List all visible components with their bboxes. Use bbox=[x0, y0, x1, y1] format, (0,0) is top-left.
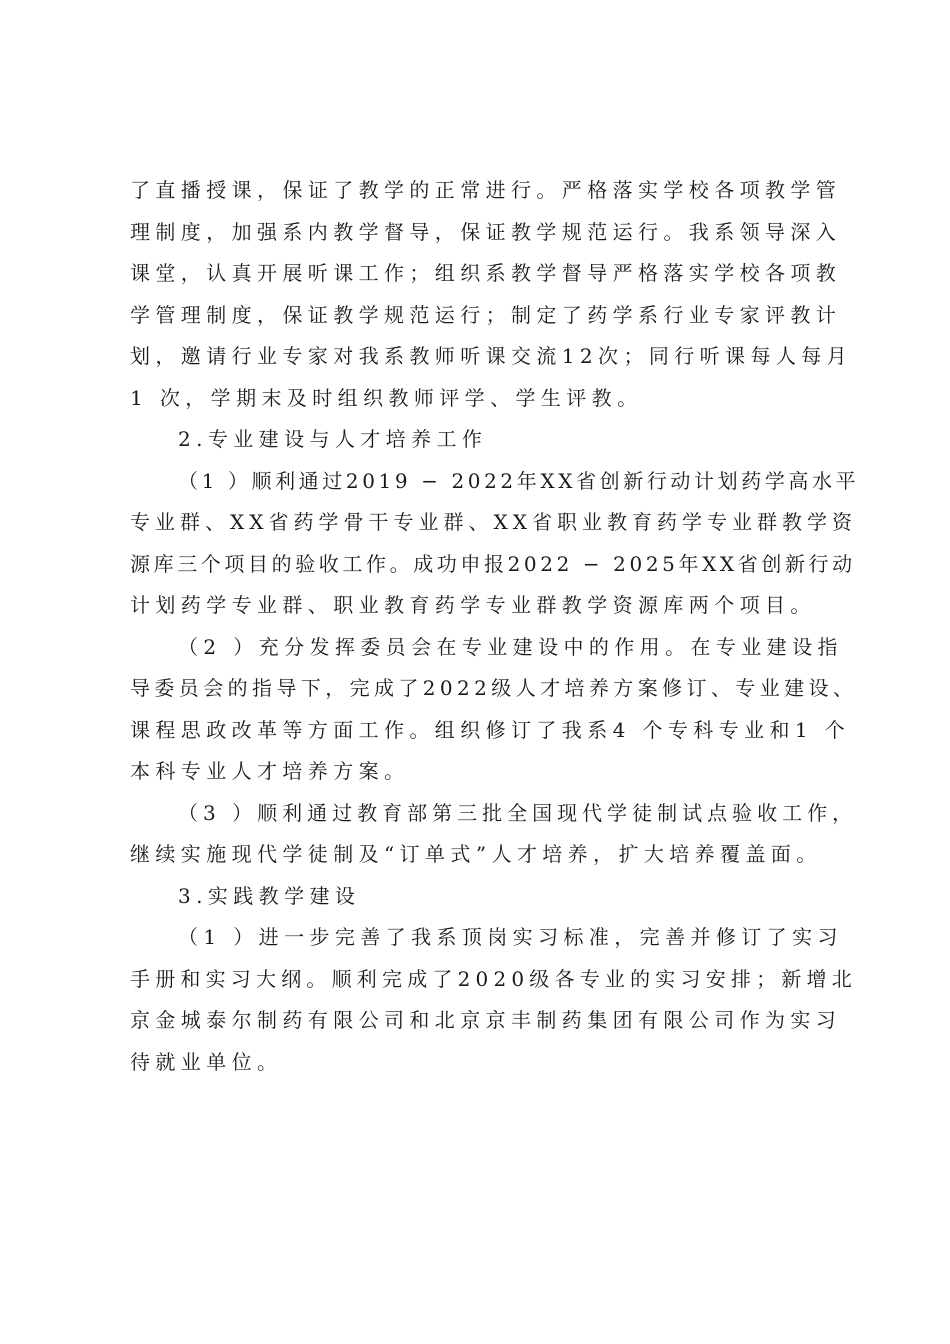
text-line: 理制度，加强系内教学督导，保证教学规范运行。我系领导深入 bbox=[130, 219, 842, 244]
text-line: 待就业单位。 bbox=[130, 1049, 283, 1074]
text-line: （1 ）进一步完善了我系顶岗实习标准，完善并修订了实习 bbox=[178, 925, 843, 949]
document-body bbox=[130, 170, 860, 1083]
text-line: 1 次，学期末及时组织教师评学、学生评教。 bbox=[130, 385, 643, 410]
text-line: 课堂，认真开展听课工作；组织系教学督导严格落实学校各项教 bbox=[130, 261, 842, 285]
text-line: 划，邀请行业专家对我系教师听课交流12次；同行听课每人每月 bbox=[130, 344, 853, 368]
text-line: （2 ）充分发挥委员会在专业建设中的作用。在专业建设指 bbox=[178, 634, 843, 659]
text-line: 继续实施现代学徒制及“订单式”人才培养，扩大培养覆盖面。 bbox=[130, 842, 822, 866]
text-line: 3.实践教学建设 bbox=[178, 883, 361, 908]
text-line: 了直播授课，保证了教学的正常进行。严格落实学校各项教学管 bbox=[130, 178, 842, 202]
text-line: 京金城泰尔制药有限公司和北京京丰制药集团有限公司作为实习 bbox=[130, 1008, 842, 1032]
text-line: （1 ）顺利通过2019 − 2022年XX省创新行动计划药学高水平 bbox=[178, 468, 860, 493]
text-line: 本科专业人才培养方案。 bbox=[130, 759, 410, 783]
text-line: 源库三个项目的验收工作。成功申报2022 − 2025年XX省创新行动 bbox=[130, 551, 856, 576]
text-line: 手册和实习大纲。顺利完成了2020级各专业的实习安排；新增北 bbox=[130, 966, 857, 991]
text-line: 学管理制度，保证教学规范运行；制定了药学系行业专家评教计 bbox=[130, 302, 842, 327]
text-line: 计划药学专业群、职业教育药学专业群教学资源库两个项目。 bbox=[130, 593, 816, 617]
text-line: 导委员会的指导下，完成了2022级人才培养方案修订、专业建设、 bbox=[130, 676, 858, 700]
text-line: 专业群、XX省药学骨干专业群、XX省职业教育药学专业群教学资 bbox=[130, 510, 857, 534]
text-line: 课程思政改革等方面工作。组织修订了我系4 个专科专业和1 个 bbox=[130, 717, 851, 742]
text-line: （3 ）顺利通过教育部第三批全国现代学徒制试点验收工作， bbox=[178, 800, 858, 825]
text-line: 2.专业建设与人才培养工作 bbox=[178, 427, 488, 451]
